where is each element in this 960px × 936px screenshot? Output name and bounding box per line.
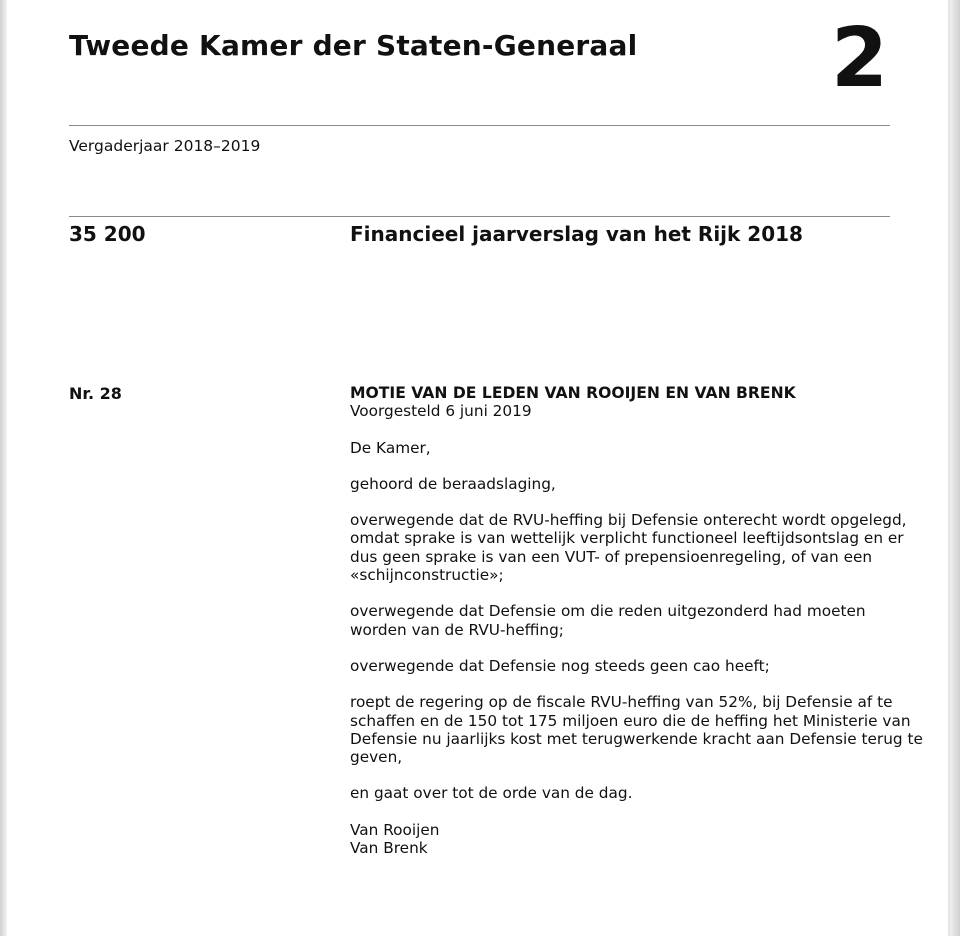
consideration-3: overwegende dat Defensie nog steeds geen cao heeft; [350,656,770,675]
request-line: roept de regering op de fiscale RVU-heffing van 52%, bij Defensie af te [350,693,893,712]
heard-statement: gehoord de beraadslaging, [350,474,556,493]
request-line: schaffen en de 150 tot 175 miljoen euro die de heffing het Ministerie van [350,711,911,730]
parliament-title: Tweede Kamer der Staten-Generaal [69,29,638,62]
motion-body [350,384,923,858]
request-paragraph [350,693,923,767]
consideration-1-line: omdat sprake is van wettelijk verplicht functioneel leeftijdsontslag en er [350,529,904,548]
request-line: Defensie nu jaarlijks kost met terugwerkende kracht aan Defensie terug te [350,729,923,748]
consideration-1-line: dus geen sprake is van een VUT- of prepensioenregeling, of van een [350,547,873,566]
divider-dossier [69,216,890,217]
divider-top [69,125,890,126]
signatories [350,821,895,858]
motion-proposed-date: Voorgesteld 6 juni 2019 [350,402,532,421]
session-year: Vergaderjaar 2018–2019 [69,137,261,155]
consideration-1 [350,511,907,585]
dossier-title: Financieel jaarverslag van het Rijk 2018 [350,222,803,246]
salutation: De Kamer, [350,438,431,457]
request-line: geven, [350,748,403,767]
dossier-number: 35 200 [69,222,146,246]
signatory: Van Rooijen [350,820,440,839]
consideration-1-line: «schijnconstructie»; [350,566,504,585]
page-edge-right [948,0,960,936]
consideration-2-line: overwegende dat Defensie om die reden uitgezonderd had moeten [350,602,866,621]
consideration-2 [350,602,895,639]
page-number: 2 [831,11,889,106]
consideration-2-line: worden van de RVU-heffing; [350,620,564,639]
consideration-1-line: overwegende dat de RVU-heffing bij Defensie onterecht wordt opgelegd, [350,511,907,530]
motion-title: MOTIE VAN DE LEDEN VAN ROOIJEN EN VAN BRENK [350,384,796,402]
closing-statement: en gaat over tot de orde van de dag. [350,784,633,803]
page-edge-left [0,0,7,936]
signatory: Van Brenk [350,839,428,858]
document-number: Nr. 28 [69,384,122,403]
